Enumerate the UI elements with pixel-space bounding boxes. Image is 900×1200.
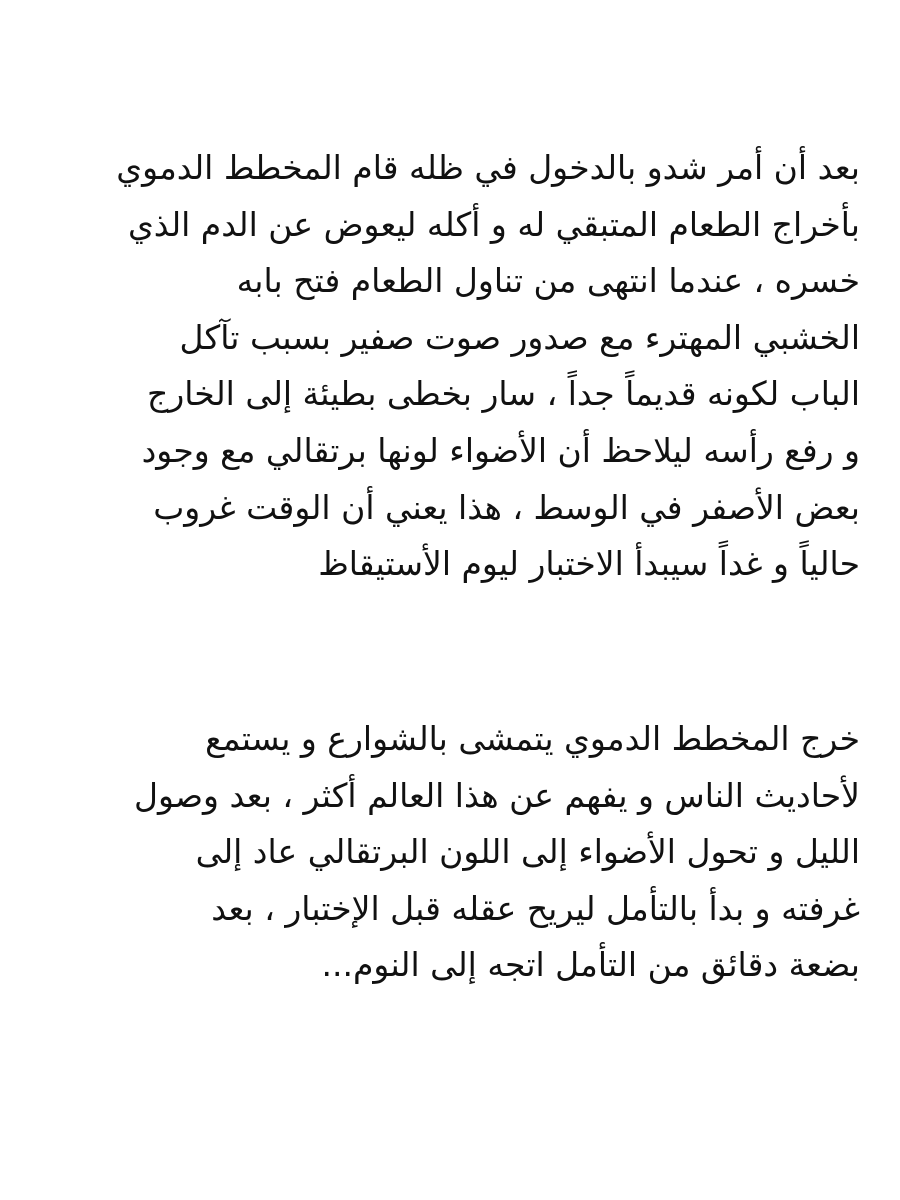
text-line: غرفته و بدأ بالتأمل ليريح عقله قبل الإختبار ، بعد	[211, 888, 860, 928]
text-line: و رفع رأسه ليلاحظ أن الأضواء لونها برتقالي مع وجود	[141, 430, 860, 470]
text-line: خسره ، عندما انتهى من تناول الطعام فتح بابه	[236, 261, 860, 301]
text-line: بعض الأصفر في الوسط ، هذا يعني أن الوقت غروب	[153, 487, 860, 527]
text-line: بضعة دقائق من التأمل اتجه إلى النوم...	[321, 945, 860, 985]
text-line: لأحاديث الناس و يفهم عن هذا العالم أكثر ، بعد وصول	[134, 775, 860, 815]
text-line: الليل و تحول الأضواء إلى اللون البرتقالي عاد إلى	[195, 832, 860, 872]
text-line: خرج المخطط الدموي يتمشى بالشوارع و يستمع	[205, 719, 860, 758]
text-line: بأخراج الطعام المتبقي له و أكله ليعوض عن الدم الذي	[127, 204, 860, 244]
text-line: الباب لكونه قديماً جداً ، سار بخطى بطيئة إلى الخارج	[147, 374, 860, 414]
text-line: بعد أن أمر شدو بالدخول في ظله قام المخطط الدموي	[116, 148, 860, 187]
text-line: حالياً و غداً سيبدأ الاختبار ليوم الأستيقاظ	[318, 544, 860, 584]
paragraph-1	[30, 140, 860, 593]
paragraph-2	[30, 711, 860, 994]
text-line: الخشبي المهترء مع صدور صوت صفير بسبب تآكل	[179, 317, 860, 357]
